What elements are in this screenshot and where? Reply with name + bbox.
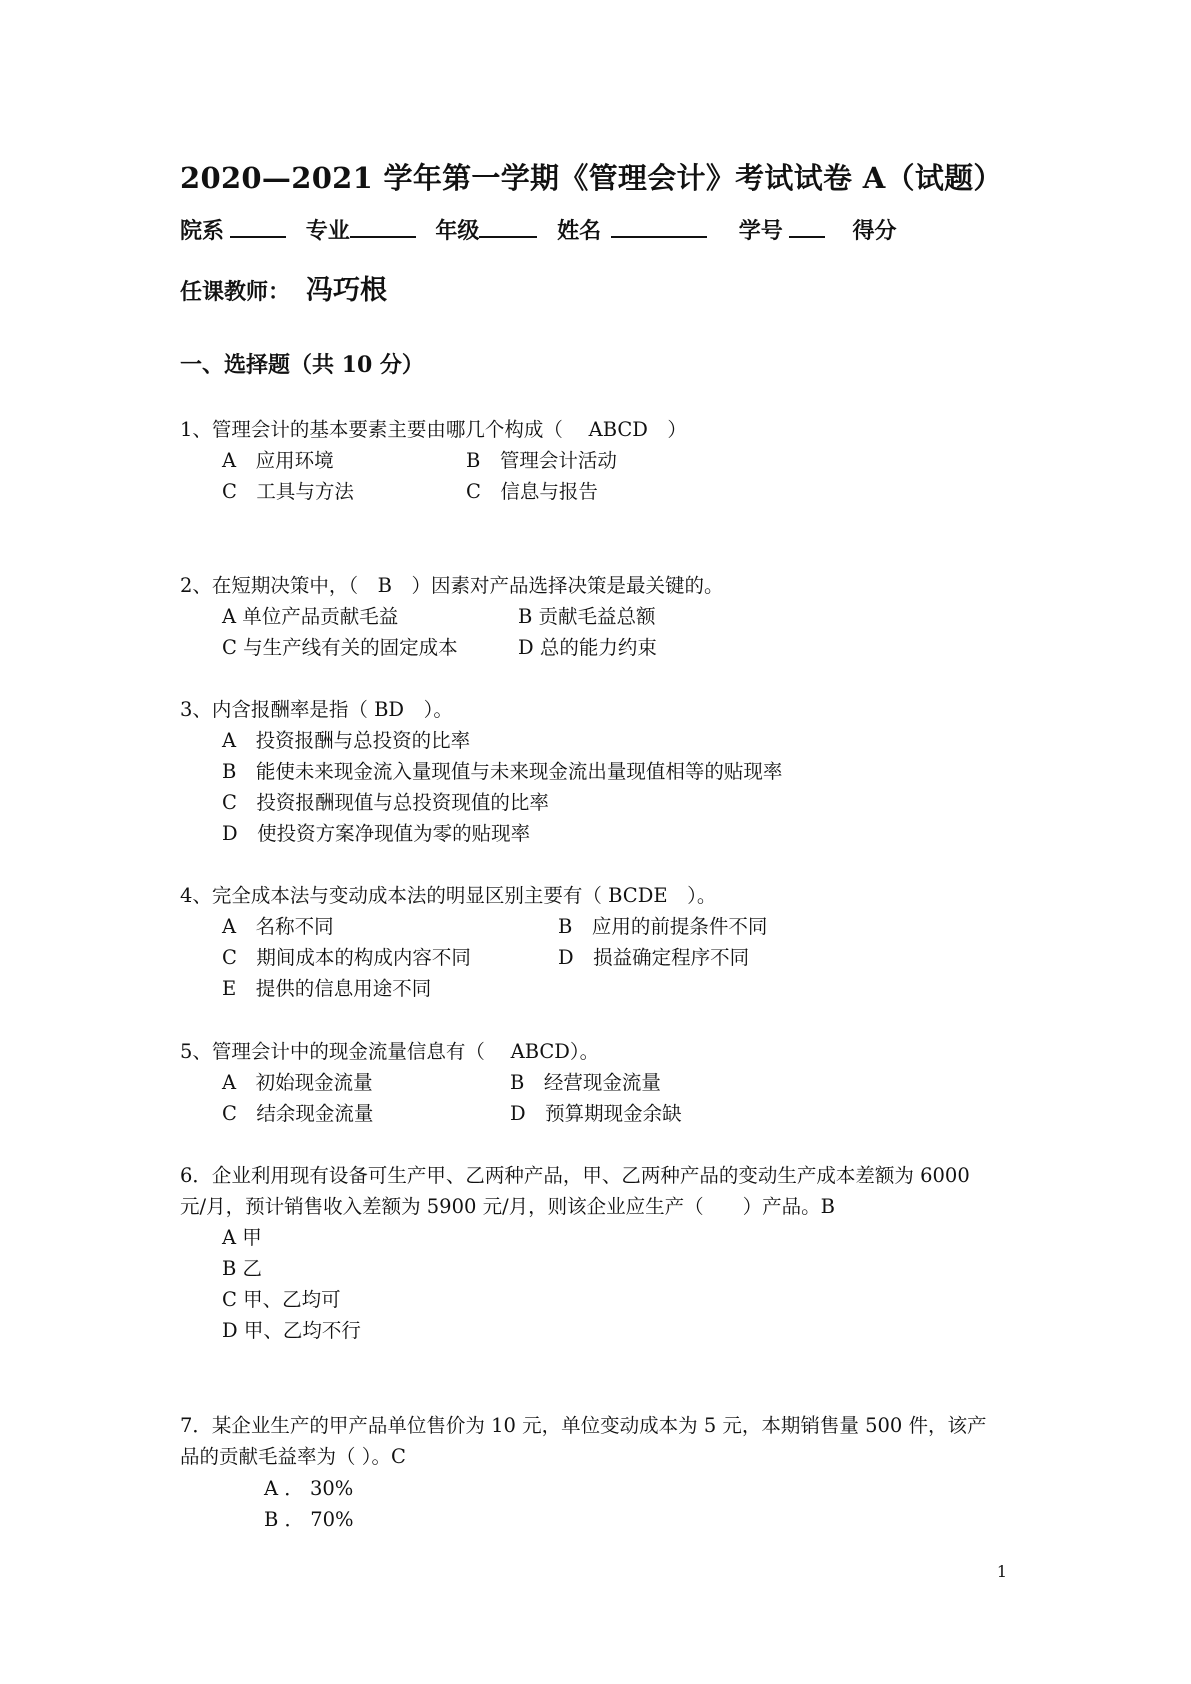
q3-option-a: A 投资报酬与总投资的比率	[222, 729, 471, 752]
grade-blank	[479, 216, 537, 238]
name-blank	[611, 216, 707, 238]
q5-option-c: C 结余现金流量	[222, 1102, 374, 1125]
question-7-stem-line-1: 7．某企业生产的甲产品单位售价为 10 元，单位变动成本为 5 元，本期销售量 500 件，该产	[180, 1414, 987, 1437]
question-2-stem: 2、在短期决策中，（ B ）因素对产品选择决策是最关键的。	[180, 574, 724, 597]
q4-option-b: B 应用的前提条件不同	[558, 915, 768, 938]
q7-option-b: B ． 70%	[264, 1508, 354, 1531]
q3-option-c: C 投资报酬现值与总投资现值的比率	[222, 791, 549, 814]
q2-option-c: C 与生产线有关的固定成本	[222, 636, 458, 659]
q3-option-b: B 能使未来现金流入量现值与未来现金流出量现值相等的贴现率	[222, 760, 783, 783]
q3-option-d: D 使投资方案净现值为零的贴现率	[222, 822, 531, 845]
q1-option-a: A 应用环境	[222, 449, 334, 472]
q1-option-c: C 工具与方法	[222, 480, 354, 503]
q6-option-c: C 甲、乙均可	[222, 1288, 341, 1311]
dept-label: 院系	[180, 218, 225, 244]
teacher-name: 冯巧根	[306, 275, 388, 306]
question-5-stem: 5、管理会计中的现金流量信息有（ ABCD）。	[180, 1040, 600, 1063]
page-number: 1	[996, 1562, 1007, 1581]
section-title: 一、选择题（共 10 分）	[180, 352, 424, 378]
student-info-row	[180, 214, 896, 245]
q5-option-a: A 初始现金流量	[222, 1071, 373, 1094]
q4-option-a: A 名称不同	[222, 915, 334, 938]
q1-option-d: C 信息与报告	[466, 480, 598, 503]
q6-option-a: A 甲	[222, 1226, 262, 1249]
q2-option-b: B 贡献毛益总额	[518, 605, 656, 628]
q5-option-d: D 预算期现金余缺	[510, 1102, 682, 1125]
teacher-line	[180, 268, 387, 307]
name-label: 姓名	[557, 218, 602, 244]
question-6-stem-line-2: 元/月，预计销售收入差额为 5900 元/月，则该企业应生产（ ）产品。B	[180, 1195, 835, 1218]
major-blank	[350, 216, 416, 238]
question-7-stem-line-2: 品的贡献毛益率为（ ）。C	[180, 1445, 406, 1468]
q4-option-c: C 期间成本的构成内容不同	[222, 946, 471, 969]
question-1-stem: 1、管理会计的基本要素主要由哪几个构成（ ABCD ）	[180, 418, 687, 441]
exam-title: 2020—2021 学年第一学期《管理会计》考试试卷 A（试题）	[180, 161, 1003, 195]
q2-option-a: A 单位产品贡献毛益	[222, 605, 399, 628]
dept-blank	[230, 216, 286, 238]
q6-option-b: B 乙	[222, 1257, 263, 1280]
question-4-stem: 4、完全成本法与变动成本法的明显区别主要有（ BCDE ）。	[180, 884, 717, 907]
grade-label: 年级	[435, 218, 480, 244]
q4-option-e: E 提供的信息用途不同	[222, 977, 432, 1000]
question-3-stem: 3、内含报酬率是指（ BD ）。	[180, 698, 453, 721]
q4-option-d: D 损益确定程序不同	[558, 946, 750, 969]
student-id-label: 学号	[738, 218, 783, 244]
q5-option-b: B 经营现金流量	[510, 1071, 661, 1094]
student-id-blank	[789, 216, 825, 238]
question-6-stem-line-1: 6．企业利用现有设备可生产甲、乙两种产品，甲、乙两种产品的变动生产成本差额为 6000	[180, 1164, 970, 1187]
q7-option-a: A ． 30%	[264, 1477, 354, 1500]
teacher-label: 任课教师：	[180, 279, 291, 305]
q2-option-d: D 总的能力约束	[518, 636, 657, 659]
q6-option-d: D 甲、乙均不行	[222, 1319, 361, 1342]
q1-option-b: B 管理会计活动	[466, 449, 617, 472]
major-label: 专业	[305, 218, 350, 244]
score-label: 得分	[852, 218, 897, 244]
